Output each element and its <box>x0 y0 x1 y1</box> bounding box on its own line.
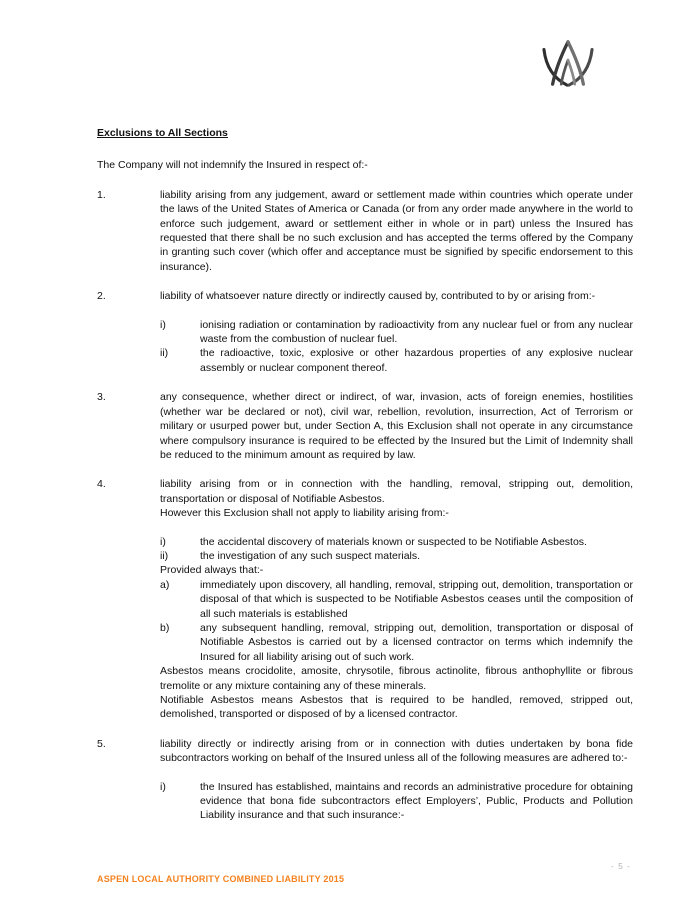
paragraph: immediately upon discovery, all handling, removal, stripping out, demolition, transportation or disposal of that which is suspected to be Notifiable Asbestos ceases until the composition of all such materials is established <box>200 578 633 620</box>
aspen-logo <box>536 38 600 88</box>
sub-item <box>160 318 633 347</box>
sub-label: i) <box>160 535 166 548</box>
sub-item <box>160 346 633 375</box>
sub-item <box>160 535 633 549</box>
intro-text: The Company will not indemnify the Insured in respect of:- <box>97 159 368 172</box>
sub-list <box>160 318 633 376</box>
exclusion-item-4 <box>97 477 633 722</box>
paragraph: Asbestos means crocidolite, amosite, chrysotile, fibrous actinolite, fibrous anthophyllite or fibrous tremolite or any mixture containing any of these minerals. <box>160 665 633 692</box>
exclusion-item-1 <box>97 188 633 274</box>
exclusion-item-5 <box>97 737 633 823</box>
paragraph: liability arising from any judgement, award or settlement made within countries which operate under the laws of the United States of America or Canada (or from any order made anywhere in the world to enforce such judgement, award or settlement either in whole or in part) unless the Insured has requested that there shall be no such exclusion and has accepted the terms offered by the Company in granting such cover (which offer and acceptance must be signified by specific endorsement to this insurance). <box>160 188 633 273</box>
paragraph: ionising radiation or contamination by radioactivity from any nuclear fuel or from any nuclear waste from the combustion of nuclear fuel. <box>200 318 633 346</box>
document-body <box>97 126 633 838</box>
sub-label: ii) <box>160 347 169 360</box>
paragraph: any consequence, whether direct or indirect, of war, invasion, acts of foreign enemies, hostilities (whether war be declared or not), civil war, rebellion, revolution, insurrection, Act of Terrorism or military or usurped power but, under Section A, this Exclusion shall not operate in any circumstance where compulsory insurance is required to be effected by the Insured but the Limit of Indemnity shall be reduced to the minimum amount as required by law. <box>160 391 633 461</box>
paragraph: liability arising from or in connection with the handling, removal, stripping out, demolition, transportation or disposal of Notifiable Asbestos. <box>160 478 633 505</box>
sub-item <box>160 621 633 664</box>
sub-label: ii) <box>160 549 169 562</box>
proviso-list <box>160 578 633 664</box>
sub-label: i) <box>160 318 166 331</box>
paragraph: the radioactive, toxic, explosive or other hazardous properties of any explosive nuclear assembly or nuclear component thereof. <box>200 347 633 374</box>
aspen-tulip-icon <box>536 38 600 88</box>
paragraph: the accidental discovery of materials known or suspected to be Notifiable Asbestos. <box>200 535 587 548</box>
sub-label: b) <box>160 621 170 634</box>
paragraph: liability of whatsoever nature directly or indirectly caused by, contributed to by or arising from:- <box>160 290 596 303</box>
exclusion-item-3 <box>97 390 633 462</box>
item-number: 5. <box>97 737 106 750</box>
item-number: 3. <box>97 391 106 404</box>
paragraph: liability directly or indirectly arising from or in connection with duties undertaken by bona fide subcontractors working on behalf of the Insured unless all of the following measures are adhered to:- <box>160 737 633 765</box>
item-number: 2. <box>97 290 106 303</box>
sub-label: a) <box>160 578 170 591</box>
paragraph: the Insured has established, maintains and records an administrative procedure for obtaining evidence that bona fide subcontractors effect Employers’, Public, Products and Pollution Liability insurance and that such insurance:- <box>200 780 633 822</box>
sub-item <box>160 780 633 823</box>
footer-doc-ref: ASPEN LOCAL AUTHORITY COMBINED LIABILITY 2015 <box>97 874 345 884</box>
sub-item <box>160 549 633 563</box>
sub-label: i) <box>160 780 166 793</box>
exclusion-item-2 <box>97 289 633 375</box>
item-number: 4. <box>97 478 106 491</box>
paragraph: However this Exclusion shall not apply to liability arising from:- <box>160 507 449 520</box>
paragraph: Provided always that:- <box>160 564 264 577</box>
paragraph: the investigation of any such suspect materials. <box>200 549 421 562</box>
sub-list <box>160 780 633 823</box>
paragraph: any subsequent handling, removal, stripping out, demolition, transportation or disposal of Notifiable Asbestos is carried out by a licensed contractor on terms which indemnify the Insured for all liability arising out of such work. <box>200 621 633 663</box>
page-title: Exclusions to All Sections <box>97 127 228 139</box>
item-number: 1. <box>97 188 106 201</box>
page-number: - 5 - <box>610 861 631 871</box>
sub-item <box>160 578 633 621</box>
sub-list <box>160 535 633 564</box>
paragraph: Notifiable Asbestos means Asbestos that is required to be handled, removed, stripped out, demolished, transported or disposed of by a licensed contractor. <box>160 694 633 721</box>
